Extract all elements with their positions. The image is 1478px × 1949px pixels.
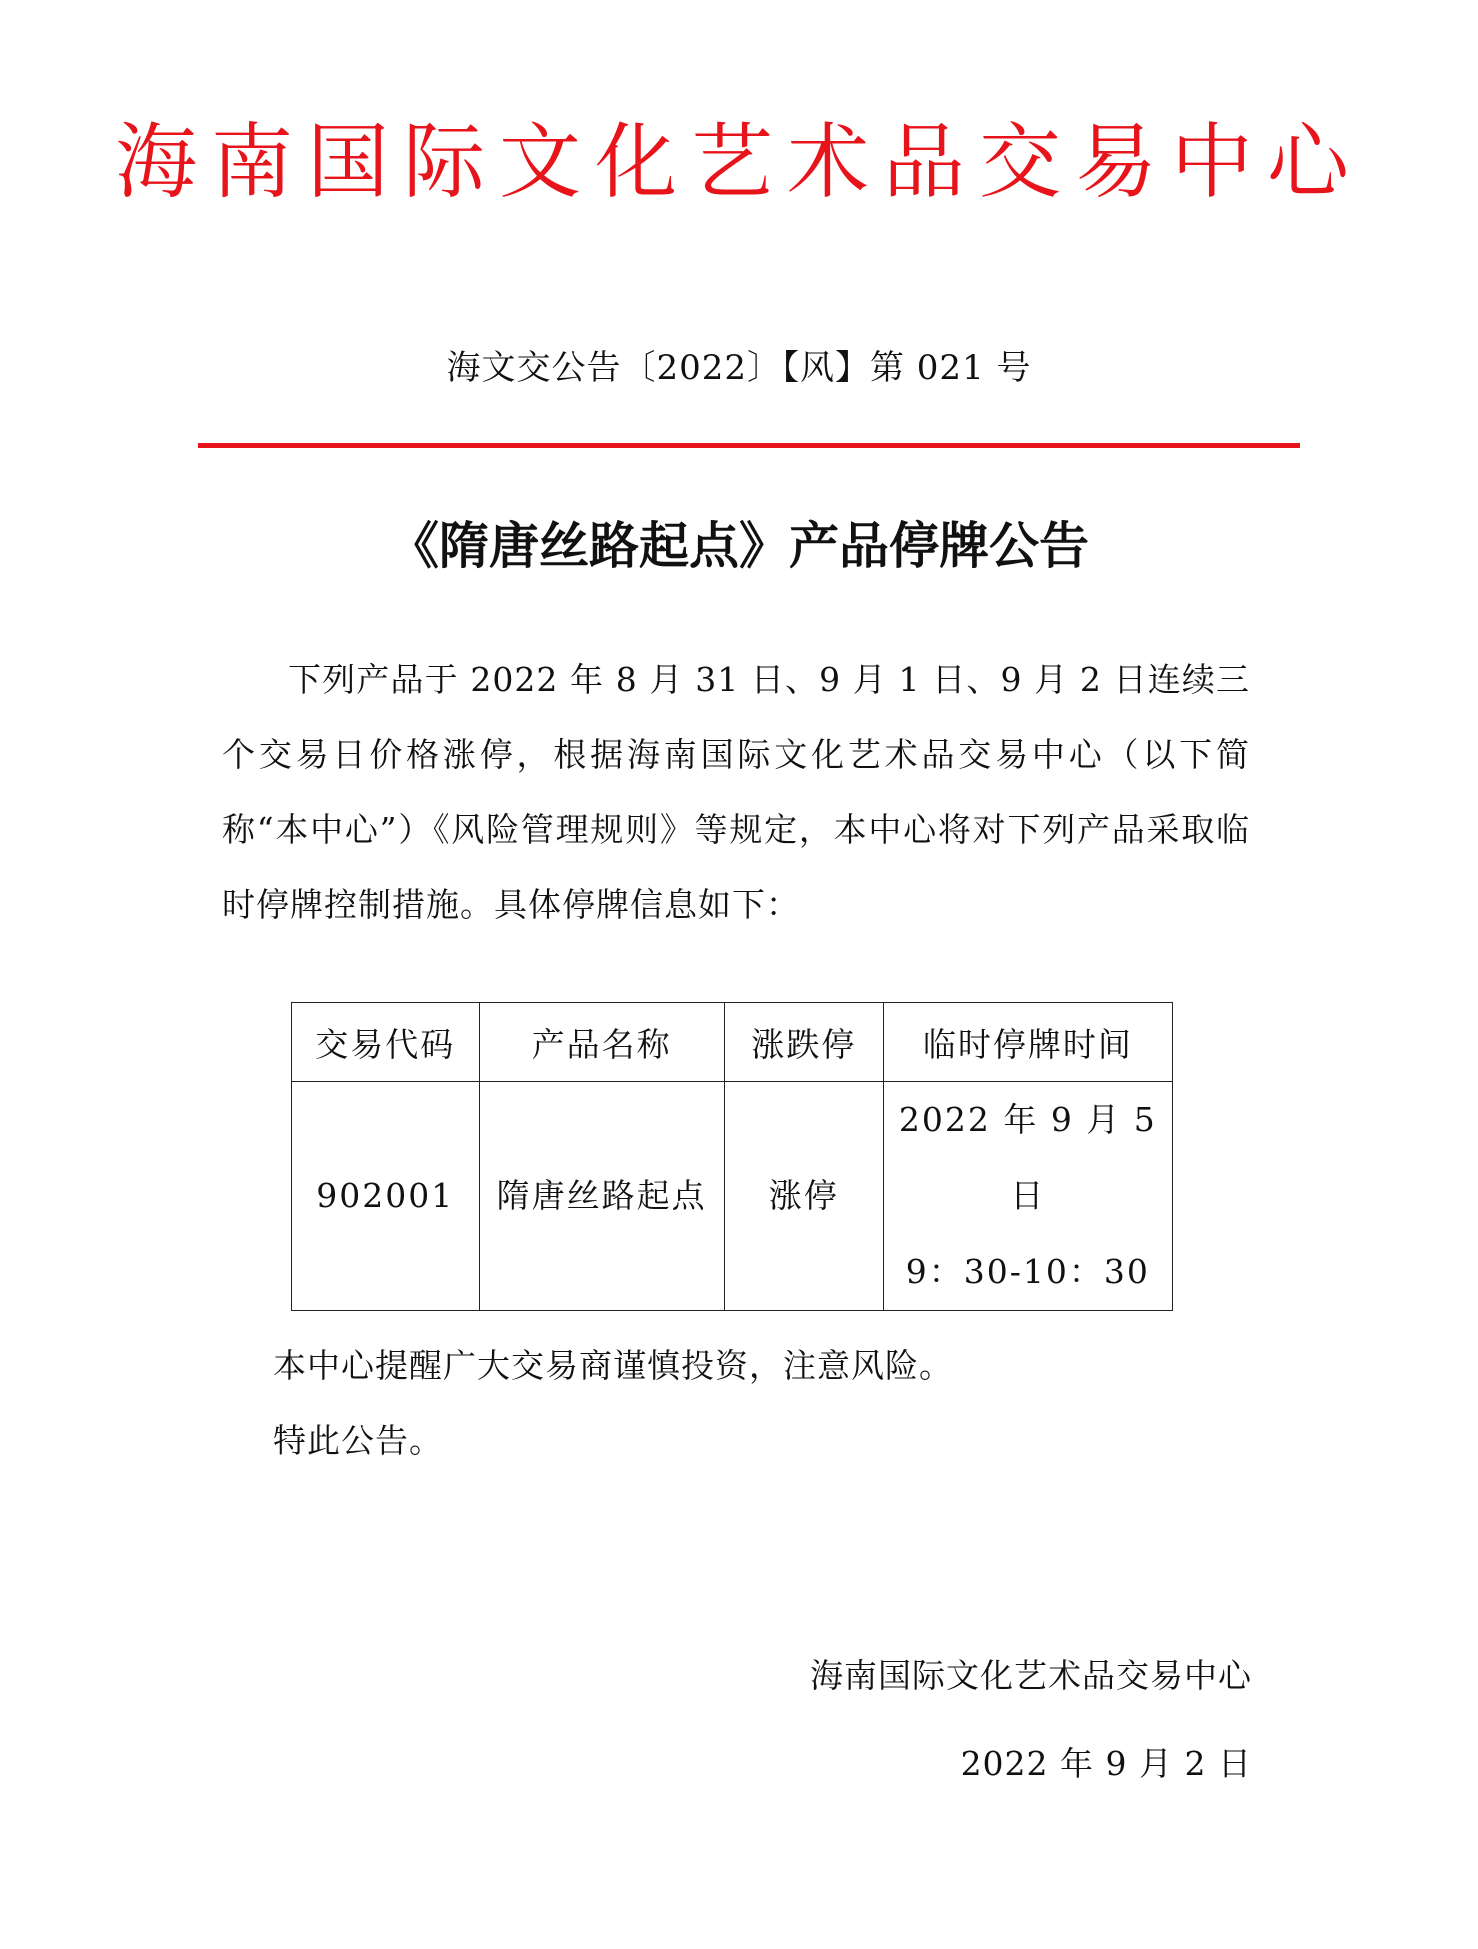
red-divider (198, 443, 1300, 448)
closing-phrase: 特此公告。 (273, 1421, 443, 1460)
table-row (292, 1082, 1173, 1311)
halt-info-table (291, 1002, 1173, 1311)
table-header-row (292, 1003, 1173, 1082)
cell-halt-time (883, 1082, 1172, 1311)
header-product-name: 产品名称 (479, 1003, 724, 1082)
notice-title: 《隋唐丝路起点》产品停牌公告 (389, 517, 1089, 575)
cell-trade-code: 902001 (292, 1082, 480, 1311)
cell-price-limit: 涨停 (724, 1082, 883, 1311)
notice-body: 下列产品于 2022 年 8 月 31 日、9 月 1 日、9 月 2 日连续三个交易日价格涨停，根据海南国际文化艺术品交易中心（以下简称“本中心”）《风险管理规则》等规定，本中心将对下列产品采取临时停牌控制措施。具体停牌信息如下： (222, 660, 1250, 924)
halt-date: 2022 年 9 月 5 日 (898, 1100, 1157, 1215)
header-trade-code: 交易代码 (292, 1003, 480, 1082)
document-number: 海文交公告〔2022〕【风】第 021 号 (446, 348, 1032, 388)
letterhead-org-title: 海南国际文化艺术品交易中心 (114, 115, 1363, 210)
cell-product-name: 隋唐丝路起点 (479, 1082, 724, 1311)
halt-time-range: 9：30-10：30 (905, 1252, 1150, 1291)
header-price-limit: 涨跌停 (724, 1003, 883, 1082)
risk-reminder: 本中心提醒广大交易商谨慎投资，注意风险。 (273, 1346, 953, 1385)
signature-org: 海南国际文化艺术品交易中心 (810, 1656, 1252, 1695)
header-halt-time: 临时停牌时间 (883, 1003, 1172, 1082)
signature-date: 2022 年 9 月 2 日 (960, 1744, 1252, 1783)
